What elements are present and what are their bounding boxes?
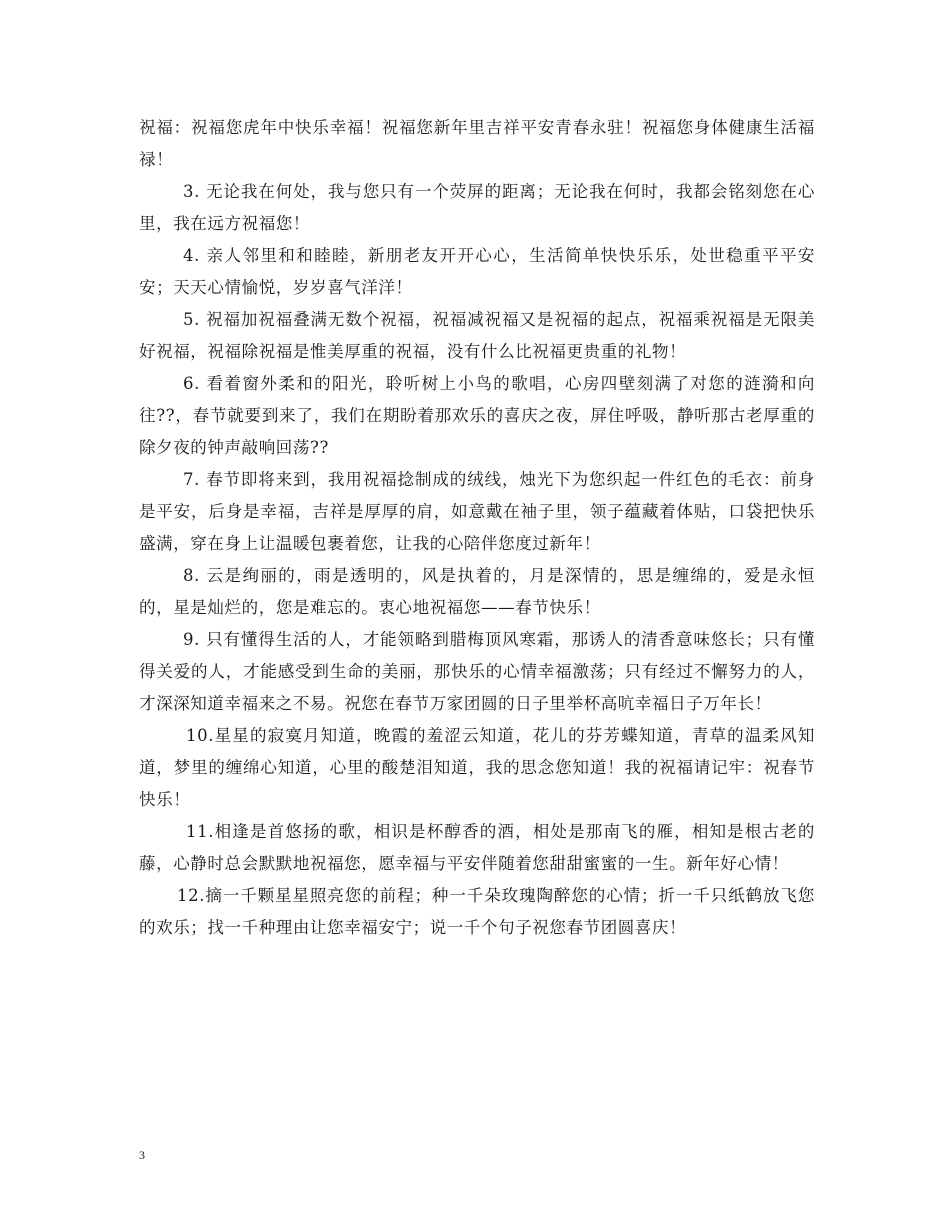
paragraph-item-5: 5. 祝福加祝福叠满无数个祝福，祝福减祝福又是祝福的起点，祝福乘祝福是无限美好祝福，祝福除祝福是惟美厚重的祝福，没有什么比祝福更贵重的礼物！: [139, 310, 815, 361]
paragraph-item-11: 11.相逢是首悠扬的歌，相识是杯醇香的酒，相处是那南飞的雁，相知是根古老的藤，心静时总会默默地祝福您，愿幸福与平安伴随着您甜甜蜜蜜的一生。新年好心情！: [139, 822, 815, 873]
paragraph-item-12: 12.摘一千颗星星照亮您的前程；种一千朵玫瑰陶醉您的心情；折一千只纸鹤放飞您的欢乐；找一千种理由让您幸福安宁；说一千个句子祝您春节团圆喜庆！: [139, 886, 815, 937]
paragraph-item-8: 8. 云是绚丽的，雨是透明的，风是执着的，月是深情的，思是缠绵的，爱是永恒的，星是灿烂的，您是难忘的。衷心地祝福您——春节快乐！: [139, 566, 815, 617]
paragraph-item-10: 10.星星的寂寞月知道，晚霞的羞涩云知道，花儿的芬芳蝶知道，青草的温柔风知道，梦里的缠绵心知道，心里的酸楚泪知道，我的思念您知道！我的祝福请记牢：祝春节快乐！: [139, 726, 815, 809]
paragraph-item-9: 9. 只有懂得生活的人，才能领略到腊梅顶风寒霜，那诱人的清香意味悠长；只有懂得关爱的人，才能感受到生命的美丽，那快乐的心情幸福激荡；只有经过不懈努力的人，才深深知道幸福来之不易。祝您在春节万家团圆的日子里举杯高吭幸福日子万年长！: [139, 630, 815, 713]
paragraph-item-3: 3. 无论我在何处，我与您只有一个荧屏的距离；无论我在何时，我都会铭刻您在心里，我在远方祝福您！: [139, 182, 815, 233]
paragraph-continuation: 祝福：祝福您虎年中快乐幸福！祝福您新年里吉祥平安青春永驻！祝福您身体健康生活福禄！: [139, 118, 815, 169]
paragraph-item-7: 7. 春节即将来到，我用祝福捻制成的绒线，烛光下为您织起一件红色的毛衣：前身是平安，后身是幸福，吉祥是厚厚的肩，如意戴在袖子里，领子蕴藏着体贴，口袋把快乐盛满，穿在身上让温暖包裹着您，让我的心陪伴您度过新年！: [139, 470, 815, 553]
paragraph-item-4: 4. 亲人邻里和和睦睦，新朋老友开开心心，生活简单快快乐乐，处世稳重平平安安；天天心情愉悦，岁岁喜气洋洋！: [139, 246, 815, 297]
paragraph-item-6: 6. 看着窗外柔和的阳光，聆听树上小鸟的歌唱，心房四壁刻满了对您的涟漪和向往??，春节就要到来了，我们在期盼着那欢乐的喜庆之夜，屏住呼吸，静听那古老厚重的除夕夜的钟声敲响回荡??: [139, 374, 815, 457]
document-body: [139, 112, 815, 944]
page-number: 3: [139, 1148, 145, 1162]
